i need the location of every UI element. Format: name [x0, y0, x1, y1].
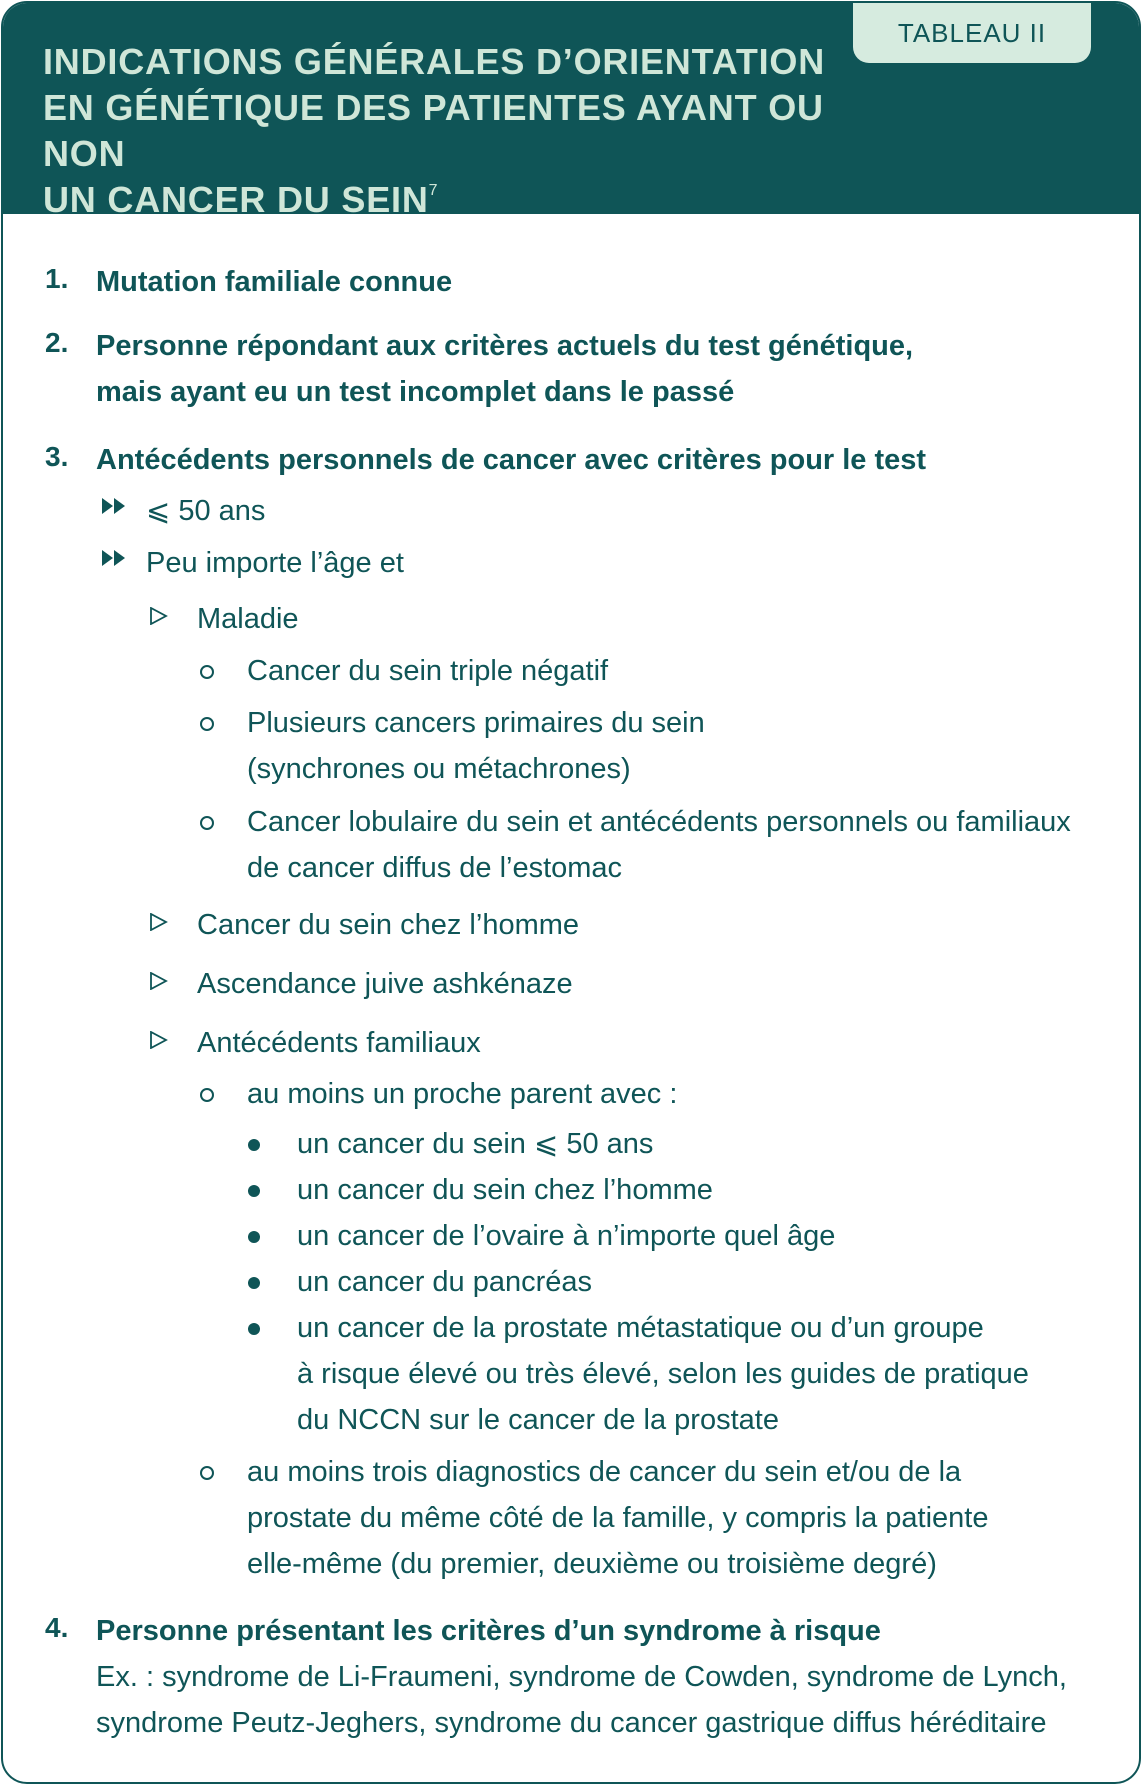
- footnote-ref: 7: [428, 182, 439, 199]
- relative-pancreatic-cancer: un cancer du pancréas: [297, 1266, 593, 1298]
- item-3-number: 3.: [45, 441, 69, 472]
- relative-ovarian-cancer: un cancer de l’ovaire à n’importe quel âge: [297, 1220, 836, 1252]
- table-title: INDICATIONS GÉNÉRALES D’ORIENTATION EN GÉNÉTIQUE DES PATIENTES AYANT OU NON UN CANCER DU SEIN$^7$: [43, 41, 826, 220]
- relative-prostate-line-2: à risque élevé ou très élevé, selon les guides de pratique: [297, 1358, 1029, 1390]
- circle-icon: [200, 1466, 214, 1480]
- maladie-item-3-line-1: Cancer lobulaire du sein et antécédents personnels ou familiaux: [247, 806, 1071, 838]
- item-1-text: Mutation familiale connue: [96, 266, 453, 298]
- dot-icon: [248, 1185, 260, 1197]
- dot-icon: [248, 1231, 260, 1243]
- outline-triangle-icon: [150, 1031, 168, 1054]
- item-1-number: 1.: [45, 263, 69, 294]
- outline-triangle-icon: [150, 607, 168, 630]
- card-header: [3, 3, 1139, 220]
- outline-triangle-icon: [150, 972, 168, 995]
- bullet-any-age: Peu importe l’âge et: [146, 547, 404, 579]
- item-4-number: 4.: [45, 1612, 69, 1643]
- circle-icon: [200, 665, 214, 679]
- item-2-number: 2.: [45, 327, 69, 358]
- maladie-item-3-line-2: de cancer diffus de l’estomac: [247, 852, 623, 884]
- ashkenazi-ancestry: Ascendance juive ashkénaze: [197, 968, 573, 1000]
- item-4-example-line-2: syndrome Peutz-Jeghers, syndrome du cancer gastrique diffus héréditaire: [96, 1707, 1047, 1739]
- item-2-text-line-2: mais ayant eu un test incomplet dans le passé: [96, 376, 735, 408]
- maladie-item-2-line-1: Plusieurs cancers primaires du sein: [247, 707, 705, 739]
- double-triangle-icon: [102, 549, 128, 572]
- maladie-item-2-line-2: (synchrones ou métachrones): [247, 753, 631, 785]
- maladie-label: Maladie: [197, 603, 299, 635]
- table-tag: TABLEAU II: [853, 3, 1091, 63]
- circle-icon: [200, 816, 214, 830]
- family-criterion-2-line-3: elle-même (du premier, deuxième ou troisième degré): [247, 1548, 937, 1580]
- dot-icon: [248, 1139, 260, 1151]
- item-4-text: Personne présentant les critères d’un syndrome à risque: [96, 1615, 881, 1647]
- dot-icon: [248, 1277, 260, 1289]
- info-card: [1, 1, 1141, 1784]
- male-breast-cancer: Cancer du sein chez l’homme: [197, 909, 580, 941]
- family-criterion-2-line-2: prostate du même côté de la famille, y compris la patiente: [247, 1502, 989, 1534]
- family-criterion-2-line-1: au moins trois diagnostics de cancer du sein et/ou de la: [247, 1456, 962, 1488]
- relative-male-breast-cancer: un cancer du sein chez l’homme: [297, 1174, 713, 1206]
- item-3-text: Antécédents personnels de cancer avec critères pour le test: [96, 444, 927, 476]
- maladie-item-1: Cancer du sein triple négatif: [247, 655, 609, 687]
- item-2-text-line-1: Personne répondant aux critères actuels du test génétique,: [96, 330, 914, 362]
- family-history-label: Antécédents familiaux: [197, 1027, 481, 1059]
- relative-prostate-line-1: un cancer de la prostate métastatique ou d’un groupe: [297, 1312, 984, 1344]
- item-4-example-line-1: Ex. : syndrome de Li-Fraumeni, syndrome de Cowden, syndrome de Lynch,: [96, 1661, 1067, 1693]
- relative-prostate-line-3: du NCCN sur le cancer de la prostate: [297, 1404, 779, 1436]
- family-criterion-1: au moins un proche parent avec :: [247, 1078, 678, 1110]
- circle-icon: [200, 1088, 214, 1102]
- relative-breast-cancer-50: un cancer du sein ⩽ 50 ans: [297, 1128, 654, 1160]
- outline-triangle-icon: [150, 913, 168, 936]
- circle-icon: [200, 717, 214, 731]
- double-triangle-icon: [102, 497, 128, 520]
- bullet-age-50: ⩽ 50 ans: [146, 495, 266, 527]
- dot-icon: [248, 1323, 260, 1335]
